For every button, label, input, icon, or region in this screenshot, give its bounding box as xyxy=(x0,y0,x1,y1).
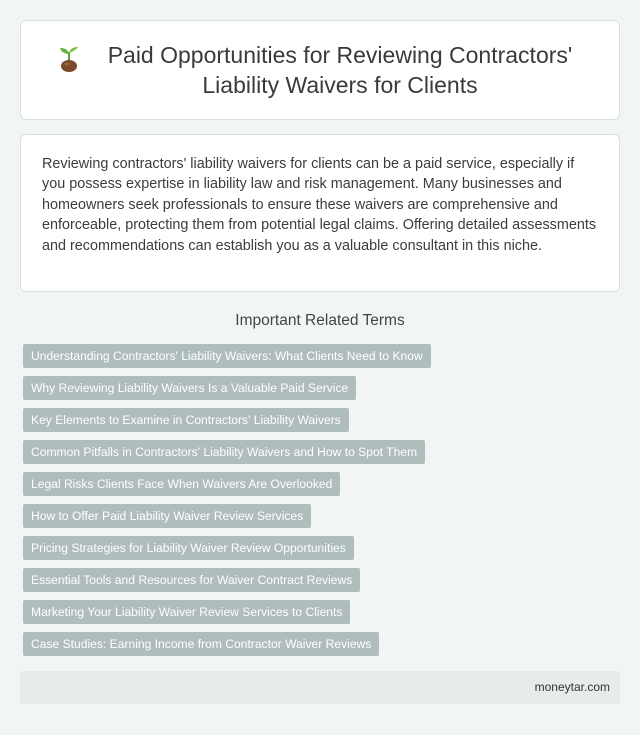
related-term-tag[interactable]: Pricing Strategies for Liability Waiver Review Opportunities xyxy=(23,536,354,560)
intro-text: Reviewing contractors' liability waivers for clients can be a paid service, especially if you possess expertise in liability law and risk management. Many businesses and homeowners seek professionals to ensure these waivers are comprehensive and enforceable, protecting them from potential legal claims. Offering detailed assessments and recommendations can establish you as a valuable consultant in this niche. xyxy=(42,156,597,254)
page-title: Paid Opportunities for Reviewing Contractors' Liability Waivers for Clients xyxy=(107,42,573,98)
related-term-tag[interactable]: Common Pitfalls in Contractors' Liability Waivers and How to Spot Them xyxy=(23,440,425,464)
related-term-tag[interactable]: Key Elements to Examine in Contractors' Liability Waivers xyxy=(23,408,349,432)
footer xyxy=(20,671,620,704)
related-term-tag[interactable]: Legal Risks Clients Face When Waivers Are Overlooked xyxy=(23,472,340,496)
title-wrap xyxy=(21,21,619,119)
intro-card xyxy=(20,134,620,292)
related-term-tag[interactable]: Marketing Your Liability Waiver Review Services to Clients xyxy=(23,600,350,624)
header-card xyxy=(20,20,620,120)
related-terms-heading: Important Related Terms xyxy=(235,312,405,329)
related-term-tag[interactable]: Essential Tools and Resources for Waiver Contract Reviews xyxy=(23,568,360,592)
related-term-tag[interactable]: How to Offer Paid Liability Waiver Review Services xyxy=(23,504,311,528)
related-term-tag[interactable]: Understanding Contractors' Liability Waivers: What Clients Need to Know xyxy=(23,344,431,368)
footer-brand[interactable]: moneytar.com xyxy=(534,680,610,694)
related-terms-list xyxy=(23,344,623,664)
related-term-tag[interactable]: Why Reviewing Liability Waivers Is a Valuable Paid Service xyxy=(23,376,356,400)
related-term-tag[interactable]: Case Studies: Earning Income from Contractor Waiver Reviews xyxy=(23,632,379,656)
